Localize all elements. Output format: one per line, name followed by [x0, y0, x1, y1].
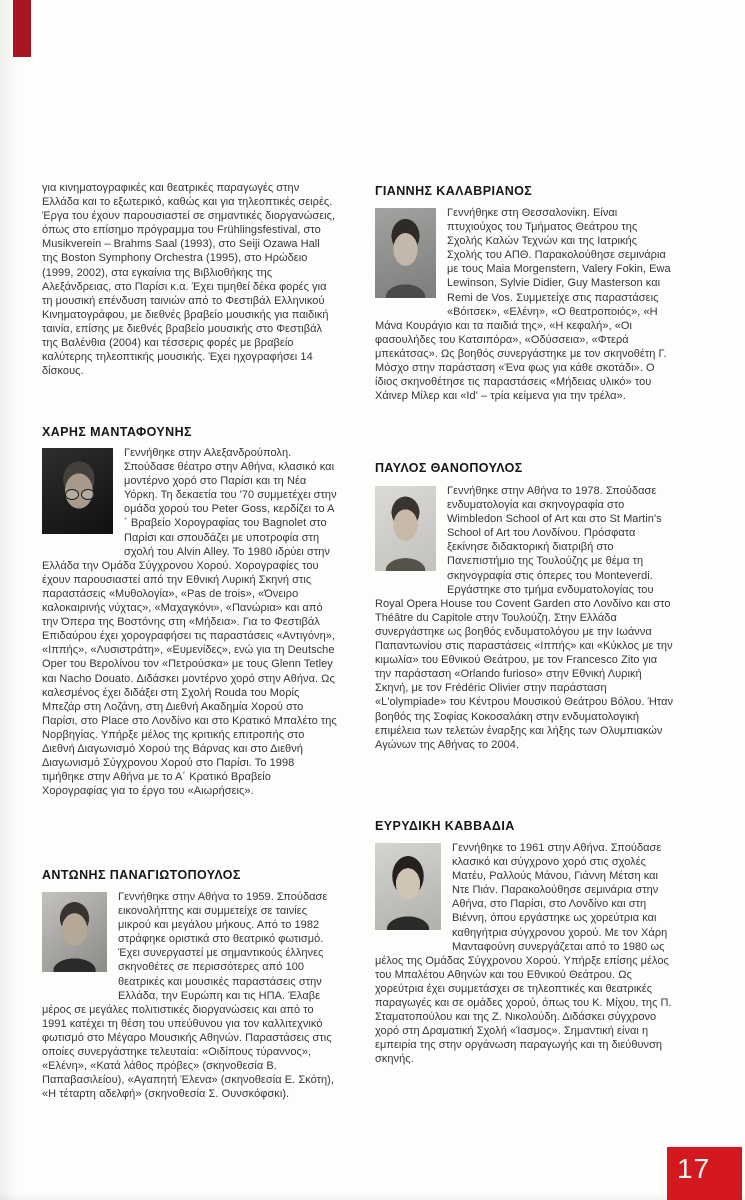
bio-text-mantafounis: Γεννήθηκε στην Αλεξανδρούπολη. Σπούδασε θέατρο στην Αθήνα, κλασικό και μοντέρνο χορό στο Παρίσι και τη Νέα Υόρκη. Τη δεκαετία του '70 συμμετέχει στην ομάδα χορού του Peter Goss, κερδίζει το Α´ Βραβείο Χορογραφίας του Bagnolet στο Παρίσι και σπουδάζει με υποτροφία στη σχολή του Alvin Alley. Το 1980 ιδρύει στην Ελλάδα την Ομάδα Σύγχρονου Χορού. Χορογραφίες του έχουν παρουσιαστεί από την Εθνική Λυρική Σκηνή στις παραστάσεις «Μυθολογία», «Pas de trois», «Όνειρο καλοκαιρινής νύχτας», «Μαχαγκόνι», «Πανώρια» και από την Όπερα της Βοστόνης στη «Μήδεια». Για το Φεστιβάλ Επιδαύρου έχει χορογραφήσει τις παραστάσεις «Αντιγόνη», «Ιππής», «Λυσιστράτη», «Ευμενίδες», ενώ για τη Deutsche Oper του Βερολίνου τον «Πετρούσκα» με τους Glenn Tetley και Nacho Douato. Διδάσκει μοντέρνο χορό στην Αθήνα. Ως καλεσμένος έχει διδάξει στη Σχολή Rouda του Μορίς Μπεζάρ στη Λοζάνη, στη Διεθνή Ακαδημία Χορού στο Παρίσι, στο Place στο Λονδίνο και στο Κρατικό Μπαλέτο της Νορβηγίας. Υπήρξε μέλος της κριτικής επιτροπής στο Διεθνή Διαγωνισμό Χορού της Βάρνας και στο Διεθνή Διαγωνισμό Σύγχρονου Χορού στο Παρίσι. Το 1998 τιμήθηκε στην Αθήνα με το Α´ Κρατικό Βραβείο Χορογραφίας για το έργο του «Αιωρήσεις». [42, 447, 337, 798]
page-number-box [667, 1147, 742, 1200]
bio-panagiotopoulos [42, 890, 338, 1101]
portrait-photo-mantafounis [42, 448, 113, 534]
page-number: 17 [677, 1153, 711, 1184]
page-bottom-edge-shading [0, 1192, 745, 1200]
bio-thanopoulos [375, 484, 675, 752]
bio-text-kavvadia: Γεννήθηκε το 1961 στην Αθήνα. Σπούδασε κλασικό και σύγχρονο χορό στις σχολές Ματέυ, Ραλλούς Μάνου, Γιάννη Μέτση και Ντε Πιάν. Παρακολούθησε σεμινάρια στην Αθήνα, στο Παρίσι, στο Λονδίνο και στη Βιέννη, όπου εργάστηκε ως χορεύτρια και καθηγήτρια σύγχρονου χορού. Με τον Χάρη Μανταφούνη συνεργάζεται από το 1980 ως μέλος της Ομάδας Σύγχρονου Χορού. Υπήρξε επίσης μέλος του Μπαλέτου Αθηνών και του Εθνικού Θεάτρου. Ως χορεύτρια έχει συμμετάσχει σε τηλεοπτικές και θεατρικές παραγωγές και σε ομάδες χορού, όπως του Κ. Μίχου, της Π. Σταματοπούλου και της Ζ. Νικολούδη. Διδάσκει σύγχρονο χορό στη Δραματική Σχολή «Ίασμος». Σημαντική είναι η εμπειρία της στην οργάνωση παραγωγής και τη διεύθυνση σκηνής. [375, 842, 672, 1066]
portrait-photo-panagiotopoulos [42, 892, 107, 972]
spine-mark [13, 0, 31, 57]
bio-kalavrianos [375, 206, 675, 403]
bio-mantafounis [42, 446, 338, 798]
bio-text-kalavrianos: Γεννήθηκε στη Θεσσαλονίκη. Είναι πτυχιούχος του Τμήματος Θεάτρου της Σχολής Καλών Τεχνών και της Ιατρικής Σχολής του ΑΠΘ. Παρακολούθησε σεμινάρια με τους Maia Morgenstern, Valery Fokin, Ewa Lewinson, Sylvie Didier, Guy Masterson και Remi de Vos. Συμμετείχε στις παραστάσεις «Βόιτσεκ», «Ελένη», «Ο θεατροποιός», «Η Μάνα Κουράγιο και τα παιδιά της», «Η κεφαλή», «Οι φασουλήδες του Κατσιπόρα», «Οδύσσεια», «Φτερά μπεκάτσας». Ως βοηθός συνεργάστηκε με τον σκηνοθέτη Γ. Μόσχο στην παράσταση «Ένα φως για κάθε σκοτάδι». Ο ίδιος σκηνοθέτησε τις παραστάσεις «Μήδειας υλικό» του Χάινερ Μίλερ και «Id' – τρία κείμενα για την τρέλα». [375, 207, 671, 403]
section-heading-mantafounis: ΧΑΡΗΣ ΜΑΝΤΑΦΟΥΝΗΣ [42, 425, 192, 439]
section-heading-thanopoulos: ΠΑΥΛΟΣ ΘΑΝΟΠΟΥΛΟΣ [375, 461, 523, 475]
bio-text-thanopoulos: Γεννήθηκε στην Αθήνα το 1978. Σπούδασε ενδυματολογία και σκηνογραφία στο Wimbledon School of Art και στο St Martin's School of Art του Λονδίνου. Πρόσφατα ξεκίνησε διδακτορική διατριβή στο Πανεπιστήμιο της Τουλούζης με θέμα τη σκηνογραφία στις όπερες του Monteverdi. Εργάστηκε στο τμήμα ενδυματολογίας του Royal Opera House του Covent Garden στο Λονδίνο και στο Théâtre du Capitole στην Τουλούζη. Στην Ελλάδα συνεργάστηκε ως βοηθός ενδυματολόγου με την Ιωάννα Παπαντωνίου στις παραστάσεις «Ιππής» και «Κύκλος με την κιμωλία» του Εθνικού Θεάτρου, με τον Francesco Zito για την παράσταση «Orlando furioso» στην Εθνική Λυρική Σκηνή, με τον Frédéric Olivier στην παράσταση «L'olympiade» του Κέντρου Μουσικού Θεάτρου Βόλου. Ήταν βοηθός της Σοφίας Κοκοσαλάκη στην ενδυματολογική επιμέλεια των τελετών έναρξης και λήξης των Ολυμπιακών Αγώνων της Αθήνας το 2004. [375, 485, 674, 751]
section-heading-kavvadia: ΕΥΡΥΔΙΚΗ ΚΑΒΒΑΔΙΑ [375, 819, 515, 833]
portrait-photo-thanopoulos [375, 486, 436, 571]
section-heading-panagiotopoulos: ΑΝΤΩΝΗΣ ΠΑΝΑΓΙΩΤΟΠΟΥΛΟΣ [42, 868, 241, 882]
bio-text-panagiotopoulos: Γεννήθηκε στην Αθήνα το 1959. Σπούδασε εικονολήπτης και συμμετείχε σε ταινίες μικρού και μεγάλου μήκους. Από το 1982 στράφηκε οριστικά στο θεατρικό φωτισμό. Έχει συνεργαστεί με σημαντικούς έλληνες σκηνοθέτες σε περισσότερες από 100 θεατρικές και μουσικές παραστάσεις στην Ελλάδα, την Ευρώπη και τις ΗΠΑ. Έλαβε μέρος σε μεγάλες πολιτιστικές διοργανώσεις και από το 1991 κατέχει τη θέση του υπεύθυνου για τον καλλιτεχνικό φωτισμό στο Μέγαρο Μουσικής Αθηνών. Παραστάσεις στις οποίες συνεργάστηκε τελευταία: «Οιδίπους τύραννος», «Ελένη», «Κατά λάθος πρόβες» (σκηνοθεσία Β. Παπαβασιλείου), «Αγαπητή Έλενα» (σκηνοθεσία Ε. Σκότη), «Η τέταρτη αδελφή» (σκηνοθεσία Σ. Ουνσκόφσκι). [42, 891, 334, 1101]
portrait-photo-kavvadia [375, 843, 441, 930]
bio-kavvadia [375, 841, 675, 1067]
section-heading-kalavrianos: ΓΙΑΝΝΗΣ ΚΑΛΑΒΡΙΑΝΟΣ [375, 184, 533, 198]
intro-paragraph: για κινηματογραφικές και θεατρικές παραγωγές στην Ελλάδα και το εξωτερικό, καθώς και για τηλεοπτικές σειρές. Έργα του έχουν παρουσιαστεί σε σημαντικές διοργανώσεις, όπως στο επίσημο πρόγραμμα του Frühlingsfestival, στο Musikverein – Brahms Saal (1993), στο Seiji Ozawa Hall της Boston Symphony Orchestra (1995), στο Ηρώδειο (1999, 2002), στα εγκαίνια της Βιβλιοθήκης της Αλεξάνδρειας, στο Παρίσι κ.α. Έχει τιμηθεί δέκα φορές για τη μουσική επένδυση ταινιών από το Φεστιβάλ Ελληνικού Κινηματογράφου, με διεθνές βραβείο μουσικής για παιδική ταινία, επίσης με διεθνές βραβείο μουσικής στο Φεστιβάλ της Βαλένθια (2004) και τέσσερις φορές με βραβείο καλύτερης τηλεοπτικής μουσικής. Έχει ηχογραφήσει 14 δίσκους. [42, 182, 336, 378]
portrait-photo-kalavrianos [375, 208, 436, 298]
page-left-edge-shading [0, 0, 18, 1200]
